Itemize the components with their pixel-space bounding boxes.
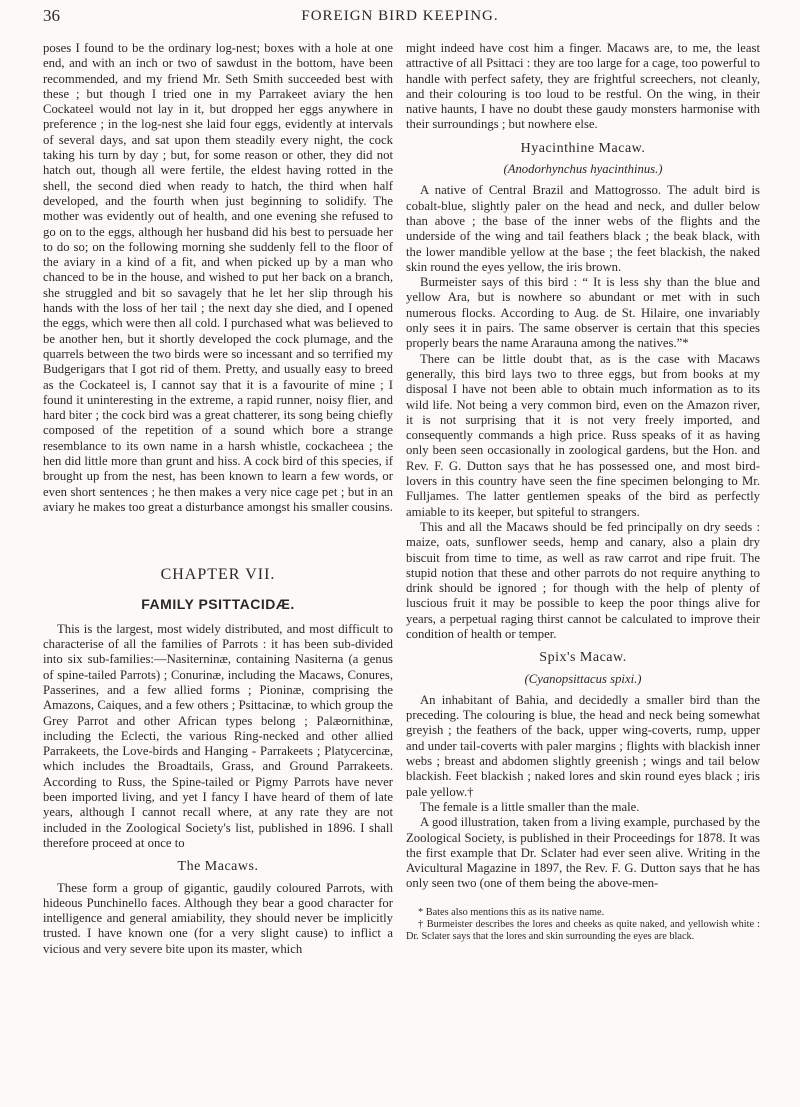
paragraph: A good illustration, taken from a living example, purchased by the Zoological Society, is published in their Proceedings for 1878. It was the first example that Dr. Sclater had ever seen alive. Writing in the Avicultural Magazine in 1897, the Rev. F. G. Dutton says that he has only seen two (one of them being the above-men- <box>406 815 760 891</box>
page-header <box>0 0 800 36</box>
paragraph: These form a group of gigantic, gaudily coloured Parrots, with hideous Punchinello faces. Although they bear a good character for intelligence and general amiability, they should never be implicitly trusted. I have known one (for a very slight cause) to inflict a vicious and very severe bite upon its master, which <box>43 880 393 956</box>
page-number: 36 <box>43 6 60 25</box>
right-column <box>406 41 760 943</box>
footnote: † Burmeister describes the lores and cheeks as quite naked, and yellowish white : Dr. Sclater says that the lores and skin surrounding the eyes are black. <box>406 918 760 942</box>
paragraph: Burmeister says of this bird : “ It is less shy than the blue and yellow Ara, but is nowhere so abundant or met with in such numerous flocks. According to Aug. de St. Hilaire, one invariably only sees it in pairs. The same observer is certain that this species properly bears the name Ararauna among the natives.”* <box>406 275 760 351</box>
paragraph: There can be little doubt that, as is the case with Macaws generally, this bird lays two to three eggs, but from books at my disposal I have not been able to obtain much information as to its wild life. Not being a very common bird, even on the Amazon river, it is not surprising that it is not very freely imported, and consequently commands a high price. Russ speaks of it as having only been seen occasionally in zoological gardens, but the Hon. and Rev. F. G. Dutton says that he has possessed one, and most bird-lovers in this country have seen the fine specimen belonging to Mr. Fulljames. The latter gentlemen speaks of the bird as perfectly amiable to its keeper, but spiteful to strangers. <box>406 351 760 519</box>
paragraph: This and all the Macaws should be fed principally on dry seeds : maize, oats, sunflower seeds, hemp and canary, also a plain dry biscuit from time to time, as well as raw carrot and ripe fruit. The stupid notion that these and other parrots do not require anything to drink should be ignored ; for though with the help of plenty of luscious fruit it may be possible to keep the poor things alive for years, a perpetual raging thirst cannot be calculated to improve their condition of health or temper. <box>406 519 760 641</box>
footnotes <box>406 902 760 943</box>
scientific-name: (Cyanopsittacus spixi.) <box>524 671 642 686</box>
left-column <box>43 41 393 957</box>
family-heading: FAMILY PSITTACIDÆ. <box>141 595 295 612</box>
footnote: * Bates also mentions this as its native name. <box>418 906 605 918</box>
paragraph: A native of Central Brazil and Mattogrosso. The adult bird is cobalt-blue, slightly paler on the head and neck, and duller below than above ; the base of the inner webs of the flights and the underside of the wing and tail feathers black ; the beak black, with the lower mandible yellow at the base ; the feet blackish, the naked skin round the eyes yellow, the iris brown. <box>406 183 760 274</box>
paragraph: This is the largest, most widely distributed, and most difficult to characterise of all the families of Parrots : it has been sub-divided into six sub-families:—Nasiterninæ, containing Nasiterna (a genus of spine-tailed Parrots) ; Conurinæ, including the Macaws, Conures, Passerines, and a few allied forms ; Pioninæ, comprising the Amazons, Caiques, and a few others ; Psittacinæ, to which group the Grey Parrot and other African types belong ; Palæornithinæ, including the Eclecti, the various Ring-necked and other allied Parrakeets, the Love-birds and Hanging - Parrakeets ; Platycercinæ, which includes the Broadtails, Grass, and Ground Parrakeets. According to Russ, the Spine-tailed or Pigmy Parrots have never been imported living, and yet I fancy I have heard of them of late years, although I cannot recall where, at any rate they are not included in the Zoological Society's list, published in 1896. I shall therefore proceed at once to <box>43 621 393 850</box>
chapter-heading: CHAPTER VII. <box>160 566 276 584</box>
paragraph: An inhabitant of Bahia, and decidedly a smaller bird than the preceding. The colouring is blue, the head and neck being somewhat greyish ; the feathers of the back, upper wing-coverts, rump, upper and under tail-coverts with paler margins ; flights with blackish inner webs ; breast and abdomen slightly greenish ; wings and tail below blackish. Feet blackish ; naked lores and skin round eyes black ; iris pale yellow.† <box>406 692 760 799</box>
paragraph: poses I found to be the ordinary log-nest; boxes with a hole at one end, and with an inch or two of sawdust in the bottom, have been recommended, and my friend Mr. Seth Smith succeeded best with these ; but though I tried one in my Parrakeet aviary the hen Cockateel would not lay in it, but dropped her eggs anywhere in preference ; in the log-nest she laid four eggs, evidently at intervals of several days, and sat upon them steadily every night, the cock taking his turn by day ; but, for some reason or other, they did not hatch out, though all were fertile, the eldest having rotted in the shell, the second died when ready to hatch, the third when half developed, and the fourth when just beginning to solidify. The mother was evidently out of health, and one evening she refused to go on to the eggs, although her husband did his best to persuade her to do so; on the following morning she suddenly fell to the floor of the aviary in a kind of a fit, and when picked up by a man who chanced to be in the house, and wished to put her back on a branch, she struggled and bit so savagely that he let her slip through his hands with the loss of her tail ; the next day she died, and I opened the eggs, which were then all cold. I purchased what was believed to be another hen, but it shortly developed the cock plumage, and the quarrels between the two birds were so incessant and so terrified my Budgerigars that I got rid of them. Pretty, and usually easy to breed as the Cockateel is, I cannot say that it is a favourite of mine ; I found it uninteresting in the extreme, a rapid runner, noisy flier, and hard biter ; the cock bird was a great chatterer, its song being chiefly composed of the repetition of a sound which bore a strange resemblance to its own name in a harsh whistle, cockacheea ; the hen did little more than grunt and hiss. A cock bird of this species, if brought up from the nest, has been known to learn a few words, or even short sentences ; he then makes a very nice cage pet ; but in an aviary he makes too great a disturbance amongst his smaller cousins. <box>43 41 393 514</box>
running-head: FOREIGN BIRD KEEPING. <box>301 8 499 24</box>
scientific-name: (Anodorhynchus hyacinthinus.) <box>503 162 663 177</box>
section-heading-hyacinthine: Hyacinthine Macaw. <box>520 140 646 156</box>
section-heading-spix: Spix's Macaw. <box>539 650 627 666</box>
paragraph: The female is a little smaller than the male. <box>420 799 640 814</box>
section-heading-macaws: The Macaws. <box>177 859 259 875</box>
paragraph: might indeed have cost him a finger. Macaws are, to me, the least attractive of all Psittaci : they are too large for a cage, too powerful to handle with perfect safety, they are frightful screechers, not cleanly, and their colouring is too loud to be restful. On the wing, in their native haunts, I have no doubt these gaudy monsters harmonise with their surroundings ; but nowhere else. <box>406 41 760 132</box>
